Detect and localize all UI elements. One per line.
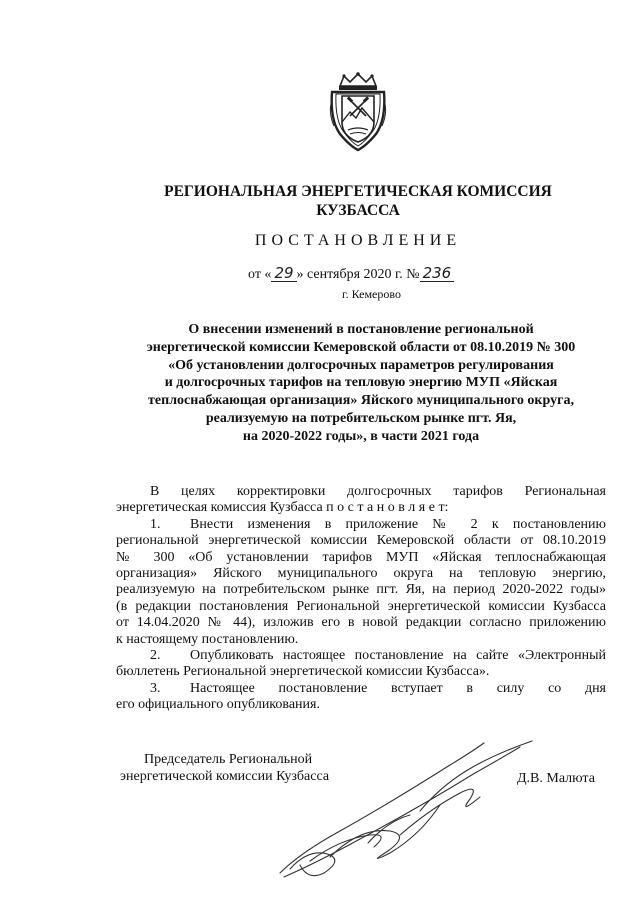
item2-number: 2.	[150, 648, 161, 664]
city-name: г. Кемерово	[342, 287, 401, 301]
date-prefix: от «	[248, 267, 272, 282]
position-line1: Председатель Региональной	[144, 752, 313, 767]
organization-name-line1: РЕГИОНАЛЬНАЯ ЭНЕРГЕТИЧЕСКАЯ КОМИССИЯ	[164, 183, 552, 200]
item1-line: к настоящему постановлению.	[116, 631, 299, 647]
subject-line: энергетической комиссии Кемеровской области от 08.10.2019 № 300	[146, 339, 576, 355]
signatory-name: Д.В. Малюта	[517, 771, 595, 786]
date-day-handwritten: 29	[271, 266, 296, 282]
item1-line: от 14.04.2020 № 44), изложив его в новой редакции согласно приложению	[116, 615, 606, 631]
subject-line: и долгосрочных тарифов на тепловую энергию МУП «Яйская	[164, 375, 558, 391]
document-type-title: ПОСТАНОВЛЕНИЕ	[254, 232, 462, 249]
intro-line: энергетическая комиссия Кузбасса п о с т а н о в л я е т:	[116, 500, 449, 516]
intro-line: В целях корректировки долгосрочных тарифов Региональная	[150, 484, 606, 499]
subject-line: теплоснабжающая организация» Яйского муниципального округа,	[148, 393, 574, 409]
item2-line: бюллетень Региональной энергетической комиссии Кузбасса».	[116, 664, 490, 680]
item1-first-line: 1. Внести изменения в приложение № 2 к постановлению	[150, 516, 606, 532]
item1-line: организация» Яйского муниципального округа на тепловую энергию,	[116, 566, 606, 582]
item3-line: его официального опубликования.	[116, 697, 320, 713]
item1-line: реализуемую на потребительском рынке пгт. Яя, на период 2020-2022 годы»	[116, 582, 606, 598]
subject-line: реализуемую на потребительском рынке пгт. Яя,	[205, 410, 517, 426]
document-date-line	[248, 266, 454, 283]
position-line2: энергетической комиссии Кузбасса	[120, 768, 330, 784]
item2-first-line: 2. Опубликовать настоящее постановление на сайте «Электронный	[150, 648, 606, 664]
date-middle: » сентября 2020 г. №	[296, 267, 420, 282]
item1-line: региональной энергетической комиссии Кемеровской области от 08.10.2019	[116, 533, 606, 549]
handwritten-signature	[270, 735, 540, 885]
subject-line: О внесении изменений в постановление региональной	[188, 322, 534, 337]
item3-first-line: 3. Настоящее постановление вступает в силу со дня	[150, 680, 606, 696]
item1-line: № 300 «Об установлении тарифов МУП «Яйская теплоснабжающая	[116, 549, 606, 565]
coat-of-arms-icon	[326, 72, 390, 152]
document-number-handwritten: 236	[420, 266, 455, 282]
document-subject	[118, 321, 604, 446]
subject-line: на 2020-2022 годы», в части 2021 года	[242, 428, 480, 444]
item3-number: 3.	[150, 680, 161, 696]
subject-line: «Об установлении долгосрочных параметров регулирования	[168, 357, 554, 373]
organization-name-line2: КУЗБАССА	[316, 202, 400, 219]
item1-line: (в редакции постановления Региональной энергетической комиссии Кузбасса	[116, 598, 606, 614]
document-body	[116, 484, 606, 714]
item1-number: 1.	[150, 516, 161, 532]
